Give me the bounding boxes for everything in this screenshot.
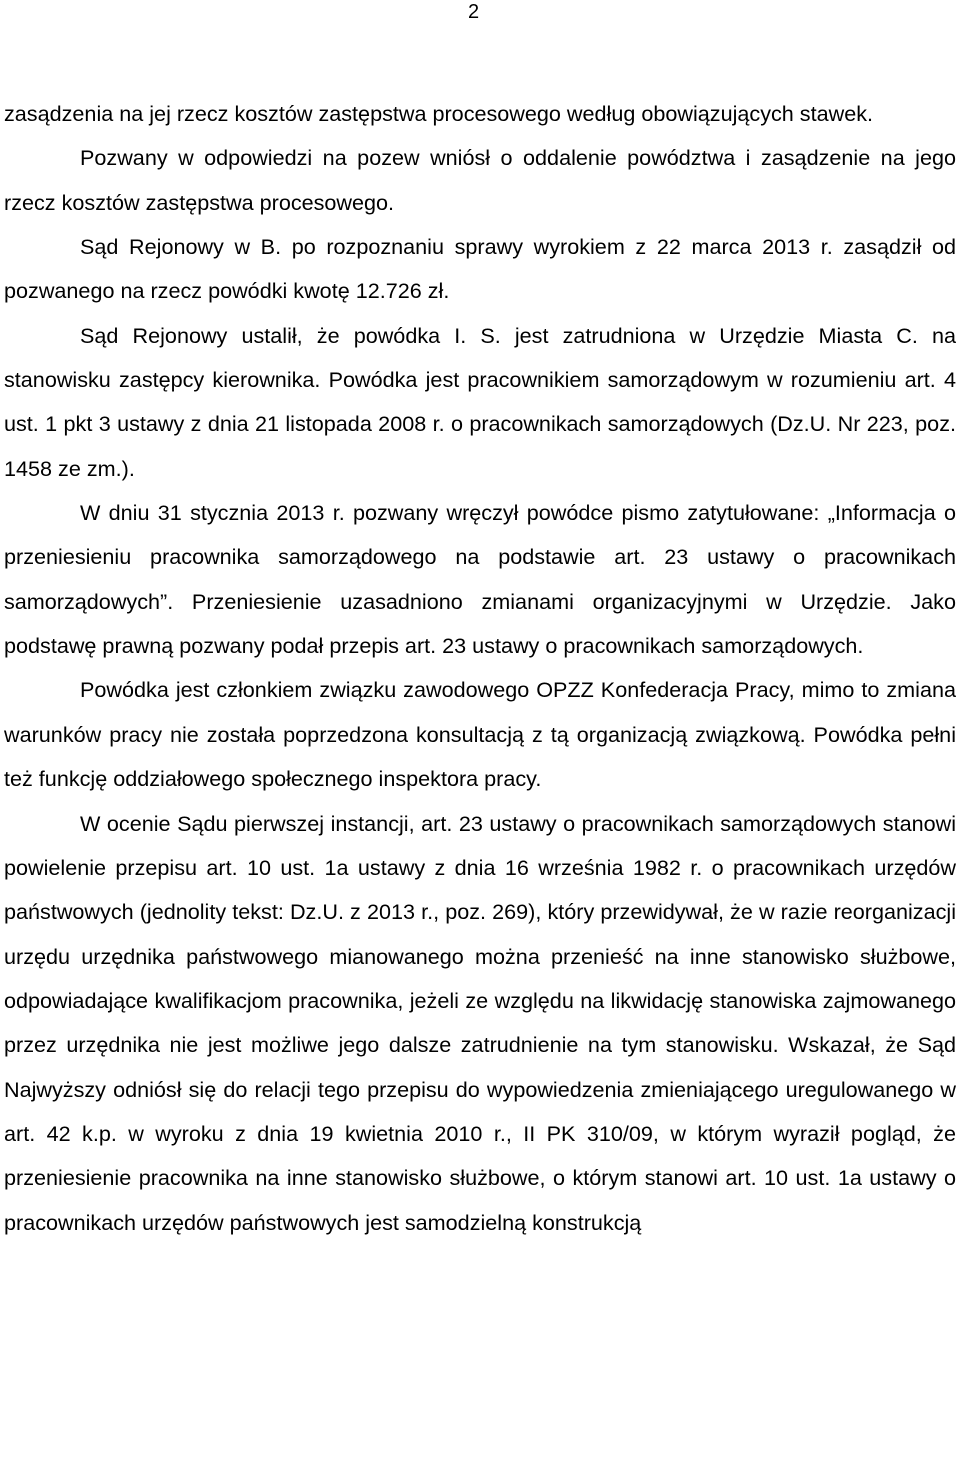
paragraph: W dniu 31 stycznia 2013 r. pozwany wręczył powódce pismo zatytułowane: „Informacja o przeniesieniu pracownika samorządowego na podstawie art. 23 ustawy o pracownikach samorządowych”. Przeniesienie uzasadniono zmianami organizacyjnymi w Urzędzie. Jako podstawę prawną pozwany podał przepis art. 23 ustawy o pracownikach samorządowych. [4,500,956,659]
paragraph: Pozwany w odpowiedzi na pozew wniósł o oddalenie powództwa i zasądzenie na jego rzecz kosztów zastępstwa procesowego. [4,145,956,215]
paragraph: zasądzenia na jej rzecz kosztów zastępstwa procesowego według obowiązujących stawek. [4,101,874,126]
paragraph: Powódka jest członkiem związku zawodowego OPZZ Konfederacja Pracy, mimo to zmiana warunków pracy nie została poprzedzona konsultacją z tą organizacją związkową. Powódka pełni też funkcję oddziałowego społecznego inspektora pracy. [4,677,956,792]
page-number: 2 [468,1,480,23]
document-body [4,92,956,1245]
paragraph: W ocenie Sądu pierwszej instancji, art. 23 ustawy o pracownikach samorządowych stanowi powielenie przepisu art. 10 ust. 1a ustawy z dnia 16 września 1982 r. o pracownikach urzędów państwowych (jednolity tekst: Dz.U. z 2013 r., poz. 269), który przewidywał, że w razie reorganizacji urzędu urzędnika państwowego mianowanego można przenieść na inne stanowisko służbowe, odpowiadające kwalifikacjom pracownika, jeżeli ze względu na likwidację stanowiska zajmowanego przez urzędnika nie jest możliwe jego dalsze zatrudnienie na tym stanowisku. Wskazał, że Sąd Najwyższy odniósł się do relacji tego przepisu do wypowiedzenia zmieniającego uregulowanego w art. 42 k.p. w wyroku z dnia 19 kwietnia 2010 r., II PK 310/09, w którym wyraził pogląd, że przeniesienie pracownika na inne stanowisko służbowe, o którym stanowi art. 10 ust. 1a ustawy o pracownikach urzędów państwowych jest samodzielną konstrukcją [4,810,956,1235]
paragraph: Sąd Rejonowy w B. po rozpoznaniu sprawy wyrokiem z 22 marca 2013 r. zasądził od pozwanego na rzecz powódki kwotę 12.726 zł. [4,234,956,304]
paragraph: Sąd Rejonowy ustalił, że powódka I. S. jest zatrudniona w Urzędzie Miasta C. na stanowisku zastępcy kierownika. Powódka jest pracownikiem samorządowym w rozumieniu art. 4 ust. 1 pkt 3 ustawy z dnia 21 listopada 2008 r. o pracownikach samorządowych (Dz.U. Nr 223, poz. 1458 ze zm.). [4,322,956,481]
